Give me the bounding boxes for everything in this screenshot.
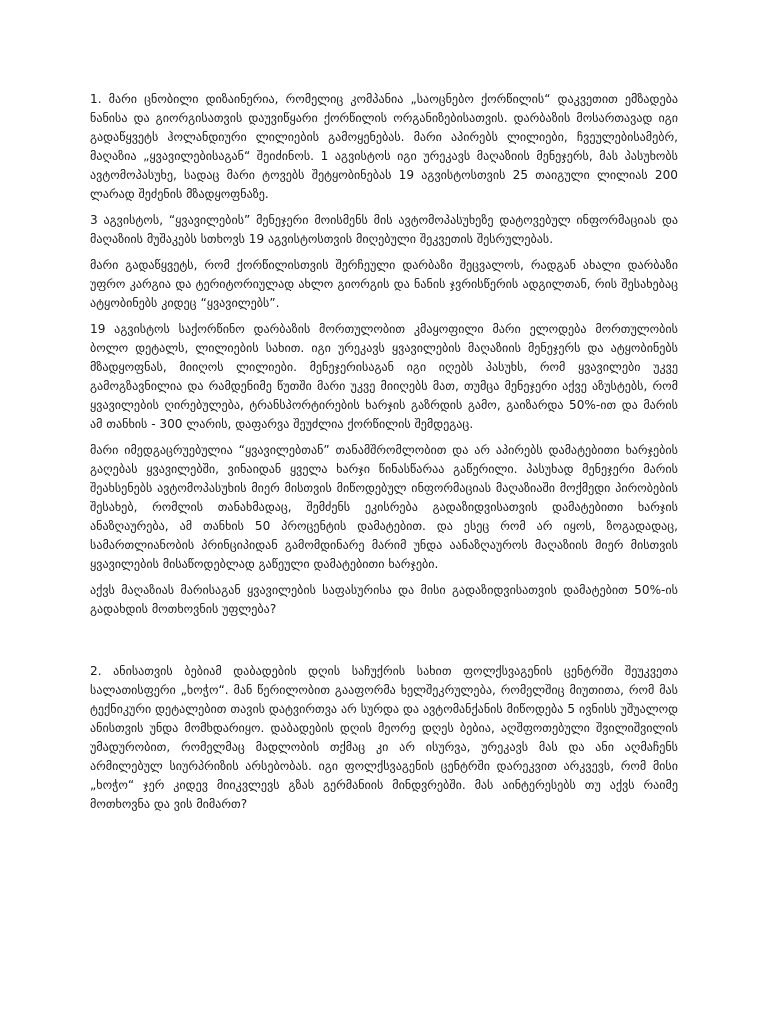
section-spacer <box>90 626 678 662</box>
paragraph-case1-intro: 1. მარი ცნობილი დიზაინერია, რომელიც კომპანია „საოცნებო ქორწილის“ დაკვეთით ემზადება ნანისა და გიორგისათვის დაუვიწყარი ქორწილის ორგანიზებისათვის. დარბაზის მოსართავად იგი გადაწყვეტს ჰოლანდიური ლილიების გამოყენებას. მარი აპირებს ლილიები, ჩვეულებისამებრ, მაღაზია „ყვავილებისაგან“ შეიძინოს. 1 აგვისტოს იგი ურეკავს მაღაზიის მენეჯერს, მას პასუხობს ავტომოპასუხე, სადაც მარი ტოვებს შეტყობინებას 19 აგვისტოსთვის 25 თაიგული ლილიას 200 ლარად შეძენის მზადყოფნაზე. <box>90 92 678 201</box>
paragraph-case1-question: აქვს მაღაზიას მარისაგან ყვავილების საფასურისა და მისი გადაზიდვისათვის დამატებით 50%-ის გადახდის მოთხოვნის უფლება? <box>90 583 678 616</box>
paragraph-case2: 2. ანისათვის ბებიამ დაბადების დღის საჩუქრის სახით ფოლქსვაგენის ცენტრში შეუკვეთა სალათისფერი „ხოჭო“. მან წერილობით გააფორმა ხელშეკრულება, რომელშიც მიუთითა, რომ მას ტექნიკური დეტალებით თავის დატვირთვა არ სურდა და ავტომანქანის მიწოდება 5 ივნისს უშუალოდ ანისთვის უნდა მომხდარიყო. დაბადების დღის მეორე დღეს ბებია, აღშფოთებული შვილიშვილის უმადურობით, რომელმაც მადლობის თქმაც კი არ ისურვა, ურეკავს მას და ანი აღმაჩენს არმილებულ სიურპრიზის არსებობას. იგი ფოლქსვაგენის ცენტრში დარეკვით არკვევს, რომ მისი „ხოჭო“ ჯერ კიდევ მიიკვლევს გზას გერმანიის მინდვრებში. მას აინტერესებს თუ აქვს რაიმე მოთხოვნა და ვის მიმართ? <box>90 664 678 811</box>
paragraph-case1-aug19: 19 აგვისტოს საქორწინო დარბაზის მორთულობით კმაყოფილი მარი ელოდება მორთულობის ბოლო დეტალს, ლილიების სახით. იგი ურეკავს ყვავილების მაღაზიის მენეჯერს და ატყობინებს მზადყოფნას, მიიღოს ლილიები. მენეჯერისაგან იგი იღებს პასუხს, რომ ყვავილები უკვე გამოგზავნილია და რამდენიმე წუთში მარი უკვე მიიღებს მათ, თუმცა მენეჯერი აქვე აზუსტებს, რომ ყვავილების ღირებულება, ტრანსპორტირების ხარჯის გაზრდის გამო, გაიზარდა 50%-ით და მარის ამ თანხის - 300 ლარის, დაფარვა შეუძლია ქორწილის შემდეგაც. <box>90 322 678 431</box>
paragraph-case1-venue-change: მარი გადაწყვეტს, რომ ქორწილისთვის შერჩეული დარბაზი შეცვალოს, რადგან ახალი დარბაზი უფრო კარგია და ტერიტორიულად ახლო გიორგის და ნანის ჯვრისწერის ადგილთან, რის შესახებაც ატყობინებს კიდეც “ყვავილებს”. <box>90 258 678 310</box>
document-page <box>90 90 678 821</box>
paragraph-case1-dispute: მარი იმედგაცრუებულია “ყვავილებთან” თანამშრომლობით და არ აპირებს დამატებითი ხარჯების გაღებას ყვავილებში, ვინაიდან ყველა ხარჯი წინასწარაა გაწერილი. პასუხად მენეჯერი მარის შეახსენებს ავტომოპასუხის მიერ მისთვის მიწოდებულ ინფორმაციას მაღაზიაში მოქმედი პირობების შესახებ, რომლის თანახმადაც, შემძენს ეკისრება გადაზიდვისათვის დამატებითი ხარჯის ანაზღაურება, ამ თანხის 50 პროცენტის დამატებით. და ესეც რომ არ იყოს, ზოგადადაც, სამართლიანობის პრინციპიდან გამომდინარე მარიმ უნდა აანაზღაუროს მაღაზიის მიერ მისთვის ყვავილების მისაწოდებლად გაწეული დამატებითი ხარჯები. <box>90 443 678 571</box>
paragraph-case1-aug3: 3 აგვისტოს, “ყვავილების” მენეჯერი მოისმენს მის ავტომოპასუხეზე დატოვებულ ინფორმაციას და მაღაზიის მუშაკებს სთხოვს 19 აგვისტოსთვის მიღებული შეკვეთის შესრულებას. <box>90 213 678 246</box>
